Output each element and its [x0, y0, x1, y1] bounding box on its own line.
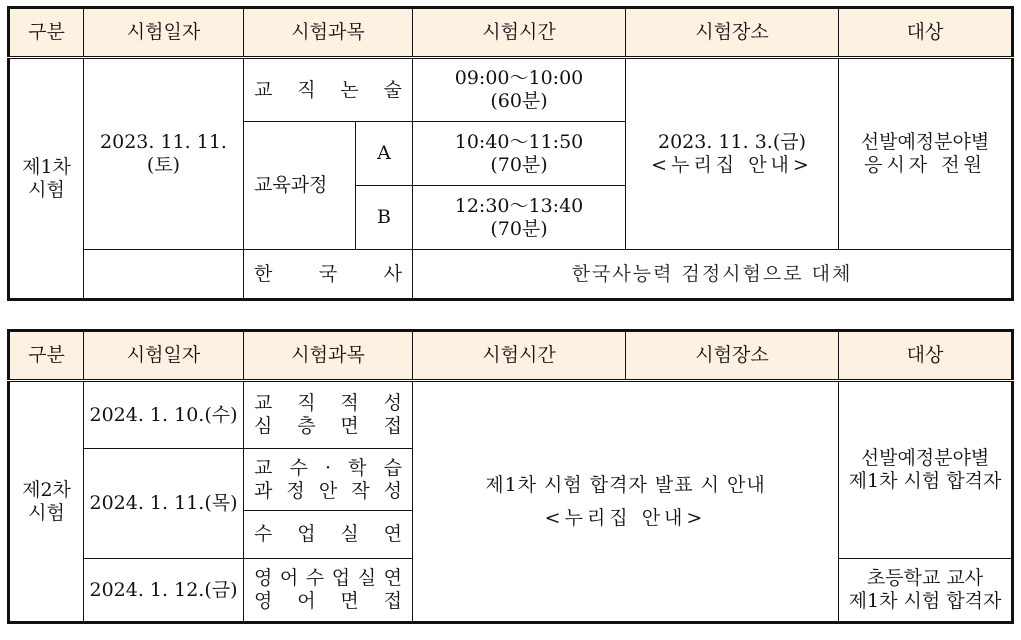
- header-subject: 시험과목: [244, 331, 413, 381]
- round2-date-1: 2024. 1. 10.(수): [84, 381, 244, 449]
- header-target: 대상: [839, 8, 1013, 58]
- subject-aptitude-interview: 교 직 적 성 심 층 면 접: [244, 381, 413, 449]
- subject-pedagogy-essay: 교 직 논 술: [244, 58, 413, 122]
- round2-target-b: 초등학교 교사 제1차 시험 합격자: [839, 559, 1013, 623]
- table-row: [9, 381, 1013, 449]
- header-time: 시험시간: [413, 331, 626, 381]
- header-date: 시험일자: [84, 331, 244, 381]
- header-time: 시험시간: [413, 8, 626, 58]
- round1-place: 2023. 11. 3.(금) <누리집 안내>: [626, 58, 839, 250]
- table-row: [9, 58, 1013, 122]
- round1-category: [9, 58, 84, 300]
- header-subject: 시험과목: [244, 8, 413, 58]
- subject-curriculum: 교육과정: [244, 122, 356, 250]
- header-row: [9, 8, 1013, 58]
- header-row: [9, 331, 1013, 381]
- round2-category: 제2차 시험: [9, 381, 84, 623]
- round2-date-2: 2024. 1. 11.(목): [84, 449, 244, 559]
- round2-date-3: 2024. 1. 12.(금): [84, 559, 244, 623]
- round2-schedule-table: [7, 329, 1014, 624]
- history-replacement-note: 한국사능력 검정시험으로 대체: [413, 250, 1013, 300]
- round1-date-empty: [84, 250, 244, 300]
- subject-english: 영 어 수 업 실 연 영 어 면 접: [244, 559, 413, 623]
- category-line: 제1차: [22, 155, 71, 178]
- header-place: 시험장소: [626, 8, 839, 58]
- time-slot-2: 10:40～11:50 (70분): [413, 122, 626, 186]
- round2-time-place: 제1차 시험 합격자 발표 시 안내 <누리집 안내>: [413, 381, 839, 623]
- category-line: 시험: [28, 178, 65, 201]
- time-slot-1: 09:00～10:00 (60분): [413, 58, 626, 122]
- subject-part-b: B: [356, 186, 413, 250]
- time-slot-3: 12:30～13:40 (70분): [413, 186, 626, 250]
- subject-demo-class: 수 업 실 연: [244, 511, 413, 559]
- round1-schedule-table: [7, 6, 1014, 301]
- header-category: 구분: [9, 331, 84, 381]
- header-category: 구분: [9, 8, 84, 58]
- subject-teaching-plan: 교 수 · 학 습 과 정 안 작 성: [244, 449, 413, 511]
- round1-date: 2023. 11. 11.(토): [84, 58, 244, 250]
- table-row: [9, 250, 1013, 300]
- subject-korean-history: 한 국 사: [244, 250, 413, 300]
- round2-target-a: 선발예정분야별 제1차 시험 합격자: [839, 381, 1013, 559]
- round1-target: 선발예정분야별 응시자 전원: [839, 58, 1013, 250]
- header-date: 시험일자: [84, 8, 244, 58]
- subject-part-a: A: [356, 122, 413, 186]
- header-target: 대상: [839, 331, 1013, 381]
- header-place: 시험장소: [626, 331, 839, 381]
